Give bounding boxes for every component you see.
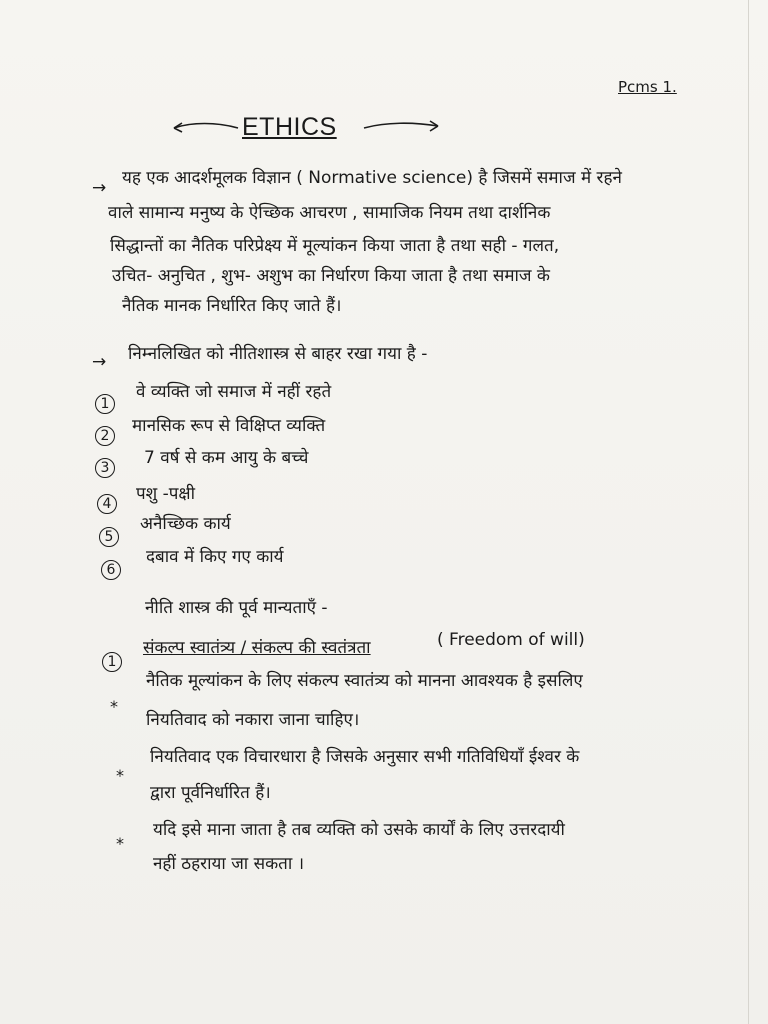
excluded-num-6: 6 xyxy=(101,560,121,580)
point-3-bullet: * xyxy=(116,834,124,853)
assumptions-heading: नीति शास्त्र की पूर्व मान्यताएँ - xyxy=(145,598,328,618)
point-1-line-1: नैतिक मूल्यांकन के लिए संकल्प स्वातंत्र्य को मानना आवश्यक है इसलिए xyxy=(146,671,583,691)
excluded-item-2: मानसिक रूप से विक्षिप्त व्यक्ति xyxy=(132,416,326,436)
excluded-num-1: 1 xyxy=(95,394,115,414)
intro-line-5: नैतिक मानक निर्धारित किए जाते हैं। xyxy=(122,296,342,316)
excluded-num-4: 4 xyxy=(97,494,117,514)
page-number xyxy=(618,78,677,96)
point-2-line-1: नियतिवाद एक विचारधारा है जिसके अनुसार सभी गतिविधियाँ ईश्वर के xyxy=(150,747,580,767)
assumption-item-1: संकल्प स्वातंत्र्य / संकल्प की स्वतंत्रता xyxy=(143,638,371,658)
excluded-num-5: 5 xyxy=(99,527,119,547)
intro-line-1: यह एक आदर्शमूलक विज्ञान ( Normative science) है जिसमें समाज में रहने xyxy=(122,168,622,188)
point-2-bullet: * xyxy=(116,766,124,785)
page-margin-line xyxy=(748,0,749,1024)
excluded-item-1: वे व्यक्ति जो समाज में नहीं रहते xyxy=(136,382,332,402)
point-3-line-1: यदि इसे माना जाता है तब व्यक्ति को उसके कार्यों के लिए उत्तरदायी xyxy=(153,820,565,840)
excluded-arrow: → xyxy=(92,352,107,372)
excluded-item-5: अनैच्छिक कार्य xyxy=(140,514,231,534)
excluded-heading: निम्नलिखित को नीतिशास्त्र से बाहर रखा गया है - xyxy=(128,344,428,364)
title-block xyxy=(168,112,448,144)
intro-line-3: सिद्धान्तों का नैतिक परिप्रेक्ष्य में मूल्यांकन किया जाता है तथा सही - गलत, xyxy=(110,236,560,256)
intro-line-4: उचित- अनुचित , शुभ- अशुभ का निर्धारण किया जाता है तथा समाज के xyxy=(112,266,550,286)
excluded-item-3: 7 वर्ष से कम आयु के बच्चे xyxy=(144,448,309,468)
excluded-num-3: 3 xyxy=(95,458,115,478)
point-2-line-2: द्वारा पूर्वनिर्धारित हैं। xyxy=(150,783,271,803)
excluded-item-4: पशु -पक्षी xyxy=(136,484,196,504)
intro-arrow: → xyxy=(92,178,107,198)
page-title: ETHICS xyxy=(242,113,337,141)
point-3-line-2: नहीं ठहराया जा सकता । xyxy=(153,854,305,874)
assumption-num-1: 1 xyxy=(102,652,122,672)
assumption-item-1-english: ( Freedom of will) xyxy=(437,630,585,650)
excluded-num-2: 2 xyxy=(95,426,115,446)
page-number-text: Pcms 1. xyxy=(618,78,677,96)
intro-line-2: वाले सामान्य मनुष्य के ऐच्छिक आचरण , सामाजिक नियम तथा दार्शनिक xyxy=(108,203,551,223)
point-1-line-2: नियतिवाद को नकारा जाना चाहिए। xyxy=(146,710,360,730)
point-1-bullet: * xyxy=(110,697,118,716)
excluded-item-6: दबाव में किए गए कार्य xyxy=(146,547,284,567)
